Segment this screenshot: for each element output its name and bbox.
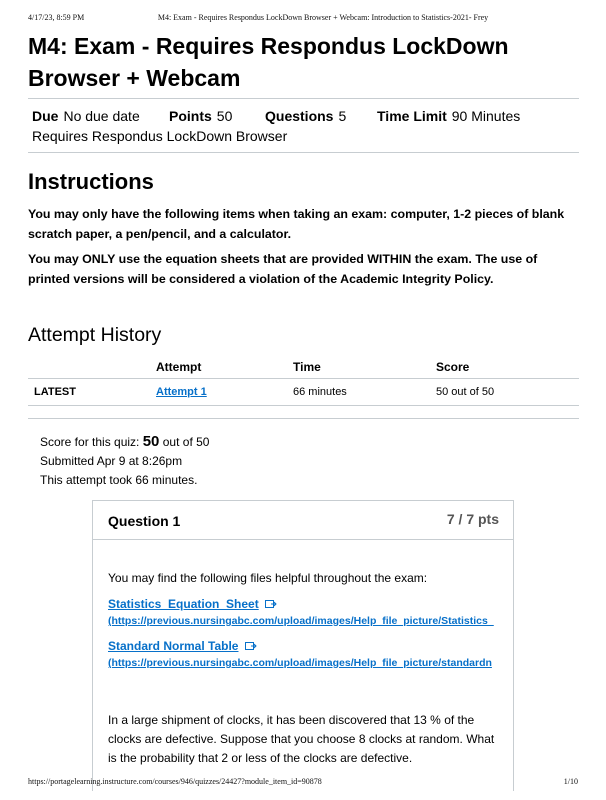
time-limit-label: Time Limit <box>377 108 447 124</box>
external-link-icon <box>265 598 277 612</box>
questions-item <box>265 106 377 126</box>
question-name: Question 1 <box>108 513 181 529</box>
requirement: Requires Respondus LockDown Browser <box>32 128 288 144</box>
score-value: 50 <box>142 433 160 450</box>
due-item <box>32 106 169 126</box>
score-suffix: out of 50 <box>162 435 210 449</box>
quiz-summary <box>40 432 209 490</box>
attempt-score: 50 out of 50 <box>436 379 579 406</box>
quiz-details <box>32 106 577 146</box>
print-doc-title: M4: Exam - Requires Respondus LockDown Browser + Webcam: Introduction to Statistics-2021- Frey <box>157 13 489 22</box>
instructions-paragraph-1: You may only have the following items when taking an exam: computer, 1-2 pieces of blank scratch paper, a pen/pencil, and a calculator. <box>28 207 565 241</box>
attempt-time: 66 minutes <box>293 379 436 406</box>
question-text: In a large shipment of clocks, it has been discovered that 13 % of the clocks are defective. Suppose that you choose 8 clocks at random. What is the probability that 2 or less of the clocks are defective. <box>108 712 495 765</box>
question-intro: You may find the following files helpful throughout the exam: <box>108 571 428 585</box>
instructions-heading: Instructions <box>28 169 154 194</box>
page-title: M4: Exam - Requires Respondus LockDown Browser + Webcam <box>28 33 509 91</box>
score-line <box>40 432 209 452</box>
file-item <box>108 639 503 654</box>
latest-tag: LATEST <box>28 379 156 406</box>
questions-label: Questions <box>265 108 334 124</box>
instructions-paragraph-2: You may ONLY use the equation sheets that are provided WITHIN the exam. The use of printed versions will be considered a violation of the Academic Integrity Policy. <box>28 252 538 286</box>
column-header: Score <box>436 356 579 379</box>
file-url-link[interactable]: (https://previous.nursingabc.com/upload/images/Help_file_picture/Statistics_ <box>108 614 494 627</box>
submitted-text: Submitted Apr 9 at 8:26pm <box>40 454 183 468</box>
time-limit-item <box>377 106 520 126</box>
points-label: Points <box>169 108 212 124</box>
print-date: 4/17/23, 8:59 PM <box>28 13 85 22</box>
divider <box>28 418 579 419</box>
external-link-icon <box>245 640 257 654</box>
column-header <box>28 356 156 379</box>
table-header-row <box>28 356 579 379</box>
file-link[interactable]: Standard Normal Table <box>108 638 239 653</box>
points-item <box>169 106 265 126</box>
attempt-link[interactable]: Attempt 1 <box>156 386 207 398</box>
column-header: Attempt <box>156 356 293 379</box>
points-value: 50 <box>216 108 233 124</box>
column-header: Time <box>293 356 436 379</box>
file-item <box>108 597 503 612</box>
file-link[interactable]: Statistics_Equation_Sheet <box>108 597 259 611</box>
attempt-history-heading: Attempt History <box>28 324 162 346</box>
divider <box>28 152 579 153</box>
questions-value: 5 <box>338 108 347 124</box>
question-card <box>92 500 514 791</box>
due-label: Due <box>32 108 59 124</box>
print-page-number: 1/10 <box>563 777 578 786</box>
due-value: No due date <box>63 108 140 124</box>
file-url-link[interactable]: (https://previous.nursingabc.com/upload/images/Help_file_picture/standardn <box>108 656 492 669</box>
print-footer <box>28 777 578 786</box>
table-row <box>28 379 579 406</box>
question-header <box>93 501 513 540</box>
print-url: https://portagelearning.instructure.com/courses/946/quizzes/24427?module_item_id=90878 <box>28 777 322 786</box>
question-points: 7 / 7 pts <box>446 511 499 527</box>
attempt-history-table <box>28 356 579 406</box>
duration-text: This attempt took 66 minutes. <box>40 473 198 487</box>
time-limit-value: 90 Minutes <box>451 108 521 124</box>
divider <box>28 98 579 99</box>
score-prefix: Score for this quiz: <box>40 435 140 449</box>
question-body <box>108 571 503 768</box>
